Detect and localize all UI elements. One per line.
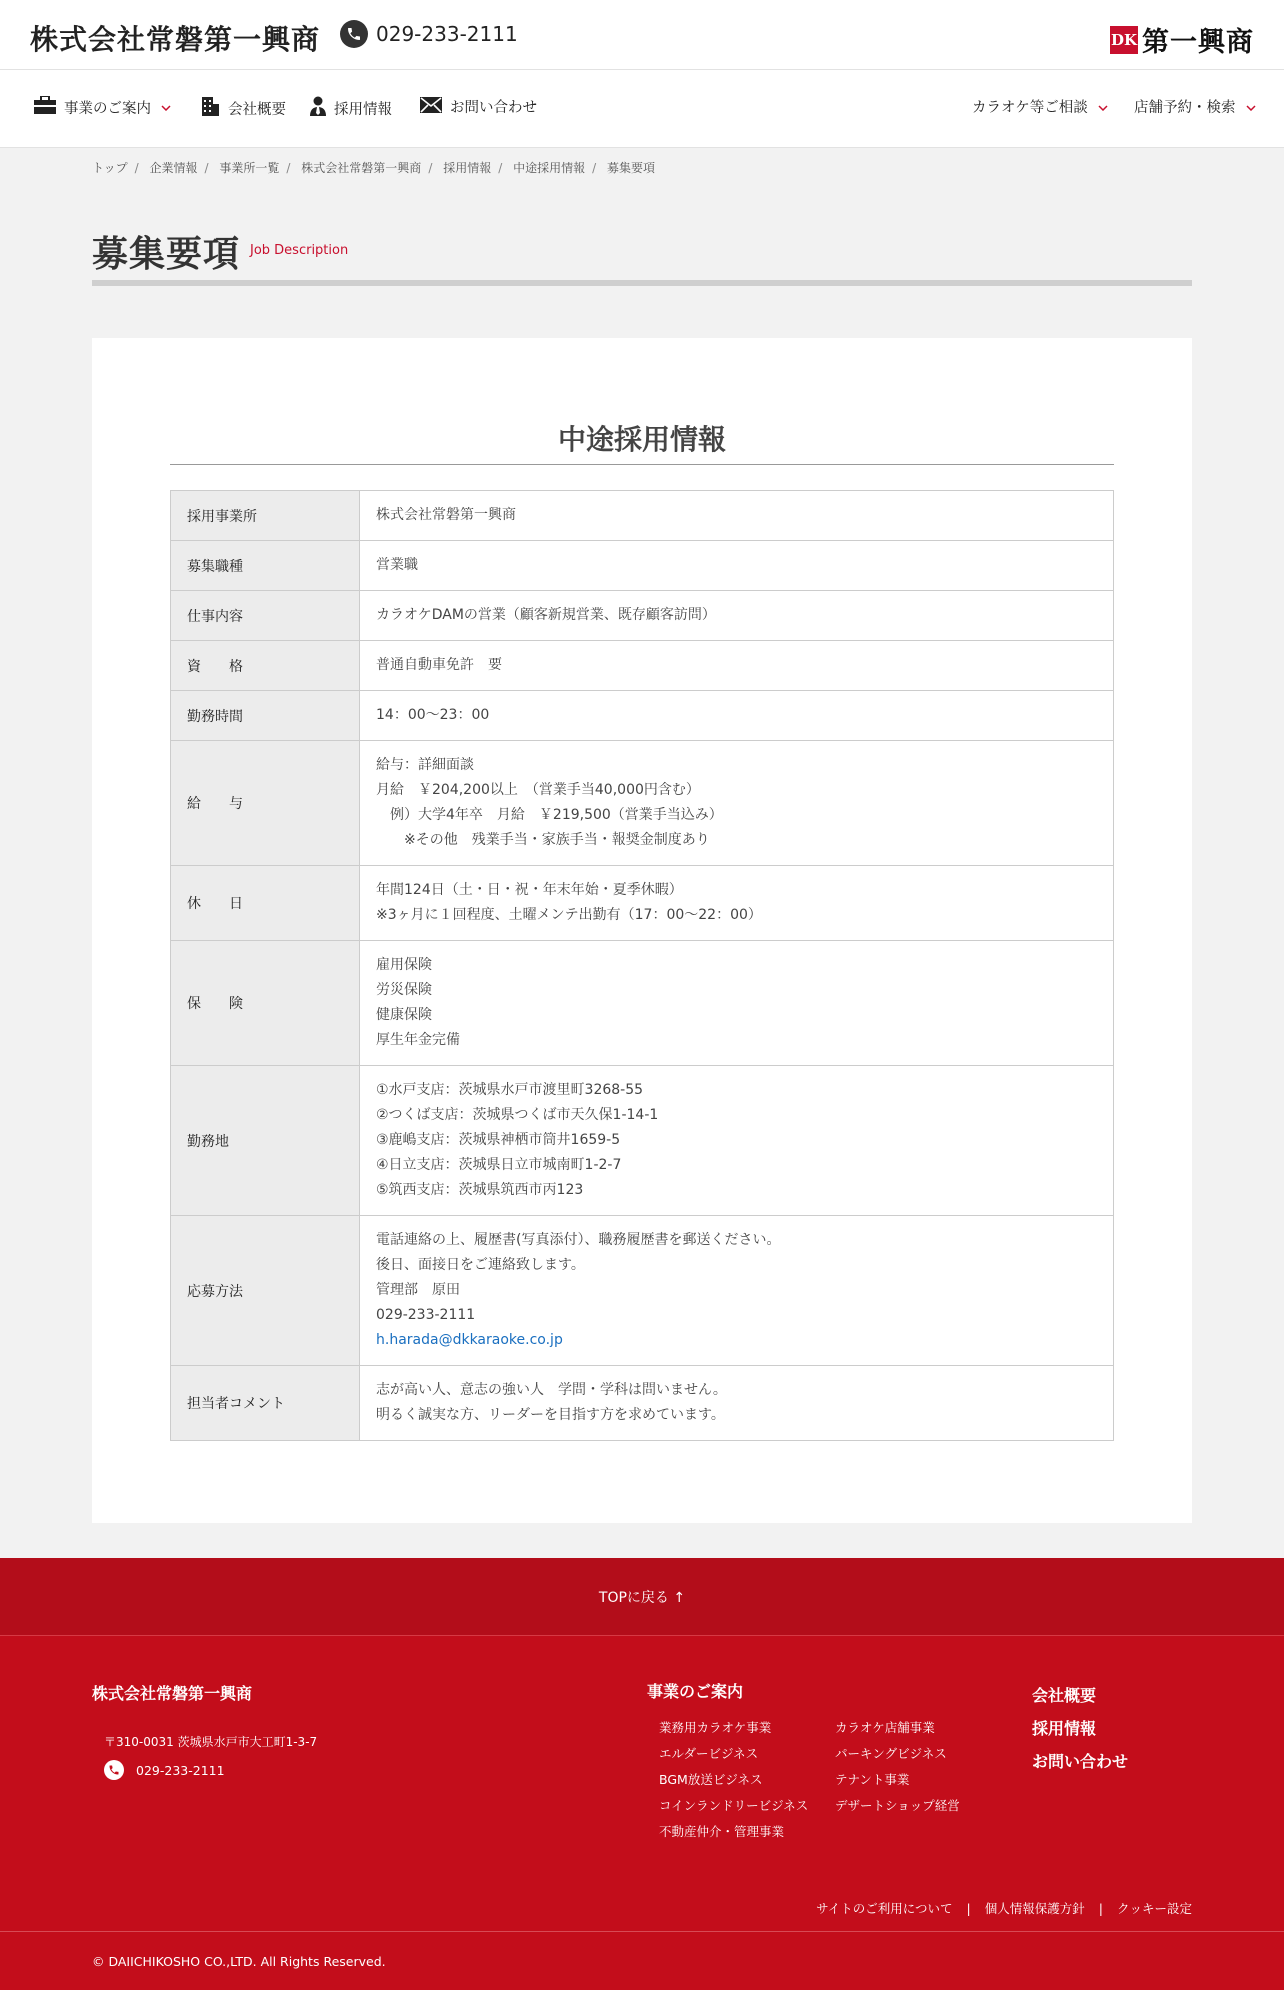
row-label: 仕事内容 bbox=[171, 591, 360, 641]
table-row bbox=[171, 1216, 1114, 1366]
footer-business-link[interactable]: テナント事業 bbox=[835, 1772, 910, 1787]
footer-business-link[interactable]: BGM放送ビジネス bbox=[659, 1772, 763, 1787]
value-line: 明るく誠実な方、リーダーを目指す方を求めています。 bbox=[376, 1407, 725, 1423]
value-line: 健康保険 bbox=[376, 1007, 432, 1023]
table-row bbox=[171, 691, 1114, 741]
row-value bbox=[360, 591, 1114, 641]
chevron-down-icon bbox=[1098, 99, 1116, 115]
phone-icon bbox=[340, 20, 368, 48]
row-label: 保 険 bbox=[171, 941, 360, 1066]
row-value bbox=[360, 691, 1114, 741]
footer-business-link[interactable]: 業務用カラオケ事業 bbox=[659, 1720, 772, 1735]
breadcrumb-midcareer[interactable]: 中途採用情報 bbox=[513, 161, 586, 175]
value-line: 営業職 bbox=[376, 557, 418, 573]
nav-contact[interactable] bbox=[420, 96, 537, 117]
row-label: 勤務時間 bbox=[171, 691, 360, 741]
breadcrumb-current: 募集要項 bbox=[606, 161, 655, 175]
row-value bbox=[360, 1066, 1114, 1216]
nav-store-search-label: 店舗予約・検索 bbox=[1134, 100, 1236, 116]
table-row bbox=[171, 1066, 1114, 1216]
value-line: 年間124日（土・日・祝・年末年始・夏季休暇） bbox=[376, 882, 683, 898]
value-line: ※その他 残業手当・家族手当・報奨金制度あり bbox=[376, 832, 710, 848]
footer-business-link[interactable]: 不動産仲介・管理事業 bbox=[659, 1824, 785, 1839]
breadcrumb-corporate[interactable]: 企業情報 bbox=[149, 161, 198, 175]
value-line: 株式会社常磐第一興商 bbox=[376, 507, 516, 523]
row-label: 応募方法 bbox=[171, 1216, 360, 1366]
table-row bbox=[171, 941, 1114, 1066]
row-value bbox=[360, 1216, 1114, 1366]
footer-business-link[interactable]: パーキングビジネス bbox=[835, 1746, 947, 1761]
logo-text: 第一興商 bbox=[1142, 27, 1254, 58]
footer-business-link[interactable]: コインランドリービジネス bbox=[659, 1798, 809, 1813]
nav-contact-label: お問い合わせ bbox=[450, 100, 537, 116]
footer-main-links bbox=[1032, 1679, 1128, 1778]
nav-company-label: 会社概要 bbox=[228, 101, 286, 118]
footer-divider bbox=[0, 1931, 1284, 1932]
footer-business-col-2 bbox=[835, 1715, 960, 1819]
value-line: 雇用保険 bbox=[376, 957, 432, 973]
site-footer bbox=[0, 1635, 1284, 1990]
footer-link-recruit[interactable]: 採用情報 bbox=[1032, 1719, 1097, 1738]
footer-phone[interactable] bbox=[104, 1760, 225, 1780]
footer-business-link[interactable]: カラオケ店舗事業 bbox=[835, 1720, 935, 1735]
value-line: 月給 ￥204,200以上 （営業手当40,000円含む） bbox=[376, 782, 700, 798]
nav-business[interactable] bbox=[34, 96, 179, 118]
row-value bbox=[360, 541, 1114, 591]
breadcrumb-top[interactable]: トップ bbox=[92, 161, 128, 175]
row-value bbox=[360, 866, 1114, 941]
value-line: 後日、面接日をご連絡致します。 bbox=[376, 1257, 585, 1273]
briefcase-icon bbox=[34, 96, 64, 118]
page-title-en: Job Description bbox=[250, 243, 349, 258]
section-heading: 中途採用情報 bbox=[557, 423, 726, 456]
title-divider bbox=[92, 280, 1192, 286]
value-line: ④日立支店：茨城県日立市城南町1-2-7 bbox=[376, 1157, 622, 1173]
footer-link-company[interactable]: 会社概要 bbox=[1032, 1686, 1097, 1705]
footer-link-contact[interactable]: お問い合わせ bbox=[1032, 1752, 1129, 1771]
footer-business-link[interactable]: エルダービジネス bbox=[659, 1746, 759, 1761]
value-line: 電話連絡の上、履歴書(写真添付）、職務履歴書を郵送ください。 bbox=[376, 1232, 781, 1248]
footer-privacy-link[interactable]: 個人情報保護方針 bbox=[984, 1901, 1085, 1916]
global-nav bbox=[0, 70, 1284, 148]
copyright: © DAIICHIKOSHO CO.,LTD. All Rights Reserved. bbox=[92, 1954, 386, 1969]
footer-business-col-1 bbox=[659, 1715, 808, 1845]
row-label: 勤務地 bbox=[171, 1066, 360, 1216]
logo-mark: DK bbox=[1110, 26, 1138, 54]
site-header bbox=[0, 0, 1284, 70]
row-label: 資 格 bbox=[171, 641, 360, 691]
row-value bbox=[360, 941, 1114, 1066]
chevron-down-icon bbox=[161, 99, 179, 115]
breadcrumb-company[interactable]: 株式会社常磐第一興商 bbox=[301, 161, 422, 175]
building-icon bbox=[200, 96, 228, 120]
header-phone-number: 029-233-2111 bbox=[376, 22, 518, 46]
table-row bbox=[171, 866, 1114, 941]
value-line: ③鹿嶋支店：茨城県神栖市筒井1659-5 bbox=[376, 1132, 621, 1148]
table-row bbox=[171, 1366, 1114, 1441]
value-line: 給与：詳細面談 bbox=[376, 757, 474, 773]
mail-icon bbox=[420, 97, 450, 117]
row-label: 休 日 bbox=[171, 866, 360, 941]
email-link[interactable]: h.harada@dkkaraoke.co.jp bbox=[376, 1332, 563, 1348]
chevron-down-icon bbox=[1246, 99, 1264, 115]
value-line: 志が高い人、意志の強い人 学問・学科は問いません。 bbox=[376, 1382, 727, 1398]
nav-company[interactable] bbox=[200, 96, 286, 120]
row-value bbox=[360, 641, 1114, 691]
row-label: 採用事業所 bbox=[171, 491, 360, 541]
table-row bbox=[171, 641, 1114, 691]
nav-recruit[interactable] bbox=[310, 96, 392, 120]
footer-cookie-link[interactable]: クッキー設定 bbox=[1116, 1901, 1192, 1916]
row-label: 担当者コメント bbox=[171, 1366, 360, 1441]
value-line: ※3ヶ月に１回程度、土曜メンテ出勤有（17：00〜22：00） bbox=[376, 907, 762, 923]
table-row bbox=[171, 541, 1114, 591]
row-value bbox=[360, 1366, 1114, 1441]
footer-business-link[interactable]: デザートショップ経営 bbox=[835, 1798, 960, 1813]
site-name[interactable]: 株式会社常磐第一興商 bbox=[30, 23, 321, 56]
phone-icon bbox=[104, 1760, 124, 1780]
nav-karaoke-consult-label: カラオケ等ご相談 bbox=[972, 100, 1088, 116]
header-phone[interactable] bbox=[340, 20, 518, 48]
value-line: ①水戸支店：茨城県水戸市渡里町3268-55 bbox=[376, 1082, 644, 1098]
nav-business-label: 事業のご案内 bbox=[64, 100, 151, 117]
value-line: ②つくば支店：茨城県つくば市天久保1-14-1 bbox=[376, 1107, 659, 1123]
table-row bbox=[171, 491, 1114, 541]
person-icon bbox=[310, 96, 334, 120]
value-line: 管理部 原田 bbox=[376, 1282, 460, 1298]
footer-phone-number: 029-233-2111 bbox=[136, 1762, 225, 1778]
value-line: 029-233-2111 bbox=[376, 1307, 476, 1323]
back-to-top-button[interactable]: TOPに戻る ↑ bbox=[0, 1558, 1284, 1635]
value-line: 14：00〜23：00 bbox=[376, 707, 490, 723]
breadcrumb-recruit[interactable]: 採用情報 bbox=[443, 161, 492, 175]
breadcrumb: トップ / 企業情報 / 事業所一覧 / 株式会社常磐第一興商 / 採用情報 / 中途採用情報 / 募集要項 bbox=[92, 161, 655, 175]
nav-recruit-label: 採用情報 bbox=[334, 101, 392, 118]
nav-karaoke-consult[interactable] bbox=[972, 96, 1116, 117]
breadcrumb-offices[interactable]: 事業所一覧 bbox=[219, 161, 280, 175]
row-label: 給 与 bbox=[171, 741, 360, 866]
value-line: 普通自動車免許 要 bbox=[376, 657, 502, 673]
page-title: 募集要項 bbox=[92, 234, 241, 275]
table-row bbox=[171, 591, 1114, 641]
value-line: 例）大学4年卒 月給 ￥219,500（営業手当込み） bbox=[376, 807, 723, 823]
value-line: 労災保険 bbox=[376, 982, 432, 998]
row-label: 募集職種 bbox=[171, 541, 360, 591]
row-value bbox=[360, 491, 1114, 541]
value-line: ⑤筑西支店：茨城県筑西市丙123 bbox=[376, 1182, 584, 1198]
footer-terms-link[interactable]: サイトのご利用について bbox=[816, 1901, 953, 1916]
footer-company-name[interactable]: 株式会社常磐第一興商 bbox=[92, 1684, 253, 1703]
table-row bbox=[171, 741, 1114, 866]
brand-logo[interactable] bbox=[1110, 20, 1254, 59]
footer-business-title[interactable]: 事業のご案内 bbox=[647, 1682, 744, 1701]
value-line: 厚生年金完備 bbox=[376, 1032, 460, 1048]
value-line: カラオケDAMの営業（顧客新規営業、既存顧客訪問） bbox=[376, 607, 716, 623]
nav-store-search[interactable] bbox=[1134, 96, 1264, 117]
row-value bbox=[360, 741, 1114, 866]
section-divider bbox=[170, 464, 1114, 465]
footer-address: 〒310-0031 茨城県水戸市大工町1-3-7 bbox=[104, 1735, 318, 1749]
footer-legal-links: サイトのご利用について | 個人情報保護方針 | クッキー設定 bbox=[816, 1900, 1192, 1916]
job-details-table bbox=[170, 490, 1114, 1441]
